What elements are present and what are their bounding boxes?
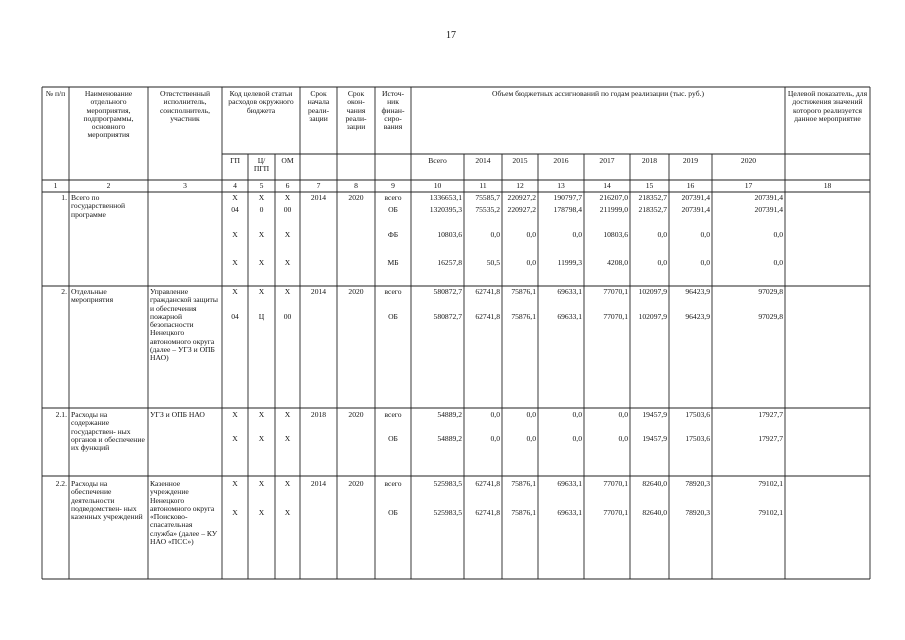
value-2019: 78920,3: [685, 479, 710, 488]
funding-source: всего: [384, 193, 402, 202]
value-2017: 211999,0: [599, 205, 628, 214]
row-end-year: 2020: [348, 479, 364, 488]
code-pgp: Х: [258, 479, 265, 488]
row-executor: Управление гражданской защиты и обеспечения пожарной безопасности Ненецкого автономного округа (далее – УГЗ и ОПБ НАО): [150, 287, 218, 363]
column-number-8: 8: [354, 181, 358, 190]
code-gp: Х: [232, 479, 238, 488]
funding-source: ФБ: [387, 230, 399, 239]
value-2018: 0,0: [657, 258, 667, 267]
value-2020: 97029,8: [758, 312, 783, 321]
code-gp: 04: [231, 312, 239, 321]
row-number: 1.: [61, 193, 67, 202]
value-2015: 0,0: [526, 230, 536, 239]
value-2016: 69633,1: [557, 287, 582, 296]
value-total: 10803,6: [437, 230, 462, 239]
value-2018: 19457,9: [642, 434, 667, 443]
code-om: 00: [283, 312, 292, 321]
header-code-gp: ГП: [230, 156, 240, 165]
code-om: Х: [284, 434, 291, 443]
value-2020: 207391,4: [754, 193, 783, 202]
row-name: Отдельные мероприятия: [71, 287, 114, 305]
funding-source: ОБ: [388, 434, 398, 443]
header-year-2019: 2019: [682, 156, 699, 165]
value-2020: 0,0: [773, 230, 783, 239]
row-name: Всего по государственной программе: [71, 193, 126, 219]
code-om: 00: [283, 205, 292, 214]
value-2020: 17927,7: [758, 410, 783, 419]
value-2017: 77070,1: [603, 479, 628, 488]
funding-source: всего: [384, 410, 402, 419]
value-2016: 190797,7: [553, 193, 582, 202]
value-2014: 62741,8: [475, 287, 500, 296]
value-2019: 17503,6: [685, 434, 710, 443]
value-2020: 79102,1: [758, 508, 783, 517]
value-2018: 218352,7: [638, 193, 667, 202]
value-total: 580872,7: [433, 312, 462, 321]
row-number: 2.: [61, 287, 67, 296]
header-code-om: ОМ: [281, 156, 294, 165]
code-om: Х: [284, 410, 291, 419]
code-gp: Х: [232, 258, 238, 267]
value-2015: 0,0: [526, 434, 536, 443]
code-gp: Х: [232, 434, 238, 443]
value-2018: 0,0: [657, 230, 667, 239]
code-gp: 04: [231, 205, 239, 214]
value-2016: 69633,1: [557, 508, 582, 517]
value-2019: 207391,4: [681, 205, 710, 214]
code-pgp: Х: [258, 434, 265, 443]
value-2020: 97029,8: [758, 287, 783, 296]
code-pgp: Х: [258, 508, 265, 517]
code-pgp: 0: [259, 205, 264, 214]
value-2017: 4208,0: [607, 258, 628, 267]
value-2019: 78920,3: [685, 508, 710, 517]
value-total: 54889,2: [437, 410, 462, 419]
header-total: Всего: [428, 156, 447, 165]
value-2014: 75585,7: [475, 193, 500, 202]
funding-source: ОБ: [388, 205, 398, 214]
code-om: Х: [284, 287, 291, 296]
header-source: Источ- ник финан- сиро- вания: [381, 89, 405, 132]
value-2015: 75876,1: [511, 312, 536, 321]
value-2019: 17503,6: [685, 410, 710, 419]
code-om: Х: [284, 479, 291, 488]
column-number-1: 1: [53, 181, 58, 190]
value-2014: 62741,8: [475, 479, 500, 488]
header-year-2014: 2014: [475, 156, 491, 165]
header-year-2018: 2018: [641, 156, 658, 165]
value-total: 16257,8: [437, 258, 462, 267]
code-gp: Х: [232, 193, 238, 202]
value-2014: 62741,8: [475, 312, 500, 321]
header-year-2016: 2016: [553, 156, 569, 165]
code-pgp: Х: [258, 287, 265, 296]
value-total: 1336653,1: [429, 193, 462, 202]
value-2015: 220927,2: [507, 193, 536, 202]
value-2019: 96423,9: [685, 287, 710, 296]
row-number: 2.2.: [55, 479, 67, 488]
row-end-year: 2020: [348, 193, 364, 202]
funding-source: ОБ: [388, 508, 398, 517]
value-2014: 62741,8: [475, 508, 500, 517]
code-pgp: Х: [258, 258, 265, 267]
row-number: 2.1.: [55, 410, 67, 419]
code-pgp: Х: [258, 230, 265, 239]
value-total: 54889,2: [437, 434, 462, 443]
funding-source: МБ: [387, 258, 399, 267]
header-end: Срок окон- чания реали- зации: [345, 89, 367, 132]
value-2020: 207391,4: [754, 205, 783, 214]
row-executor: УГЗ и ОПБ НАО: [150, 410, 205, 419]
funding-source: всего: [384, 479, 402, 488]
value-2016: 178798,4: [553, 205, 582, 214]
column-number-12: 12: [516, 181, 524, 190]
value-total: 525983,5: [433, 479, 462, 488]
row-name: Расходы на содержание государствен- ных органов и обеспечение их функций: [71, 410, 145, 453]
header-target: Целевой показатель, для достижения значений которого реализуется данное мероприятие: [787, 89, 868, 123]
row-start-year: 2018: [310, 410, 327, 419]
value-total: 525983,5: [433, 508, 462, 517]
value-2016: 69633,1: [557, 312, 582, 321]
column-number-16: 16: [686, 181, 695, 190]
column-number-13: 13: [557, 181, 565, 190]
page-number: 17: [446, 30, 456, 41]
row-executor: Казенное учреждение Ненецкого автономного округа «Поисково- спасательная служба» (далее – КУ НАО «ПСС»): [150, 479, 218, 547]
column-number-9: 9: [391, 181, 395, 190]
value-2015: 75876,1: [511, 479, 536, 488]
code-pgp: Х: [258, 193, 265, 202]
code-gp: Х: [232, 410, 238, 419]
value-2014: 75535,2: [475, 205, 500, 214]
value-2015: 0,0: [526, 410, 536, 419]
funding-source: ОБ: [388, 312, 398, 321]
value-2017: 0,0: [618, 434, 628, 443]
code-pgp: Х: [258, 410, 265, 419]
value-2016: 69633,1: [557, 479, 582, 488]
column-number-3: 3: [183, 181, 187, 190]
value-2017: 77070,1: [603, 287, 628, 296]
value-2014: 0,0: [490, 434, 500, 443]
value-2020: 17927,7: [758, 434, 783, 443]
header-year-2017: 2017: [599, 156, 615, 165]
column-number-10: 10: [433, 181, 442, 190]
row-end-year: 2020: [348, 287, 364, 296]
value-2014: 50,5: [486, 258, 500, 267]
value-2017: 77070,1: [603, 312, 628, 321]
value-2015: 220927,2: [507, 205, 536, 214]
header-volume: Объем бюджетных ассигнований по годам реализации (тыс. руб.): [492, 89, 704, 98]
value-total: 1320395,3: [429, 205, 462, 214]
value-2015: 75876,1: [511, 287, 536, 296]
value-2017: 77070,1: [603, 508, 628, 517]
value-2015: 0,0: [526, 258, 536, 267]
column-number-11: 11: [479, 181, 487, 190]
code-gp: Х: [232, 230, 238, 239]
value-2015: 75876,1: [511, 508, 536, 517]
value-2016: 0,0: [572, 434, 582, 443]
value-2017: 10803,6: [603, 230, 628, 239]
column-number-15: 15: [645, 181, 654, 190]
row-start-year: 2014: [310, 479, 327, 488]
value-2014: 0,0: [490, 230, 500, 239]
header-year-2015: 2015: [512, 156, 528, 165]
value-2017: 0,0: [618, 410, 628, 419]
code-om: Х: [284, 230, 291, 239]
column-number-7: 7: [316, 181, 321, 190]
header-budget-code: Код целевой статьи расходов окружного бюджета: [228, 89, 294, 115]
value-2019: 0,0: [700, 258, 710, 267]
code-gp: Х: [232, 287, 238, 296]
column-number-4: 4: [233, 181, 237, 190]
code-om: Х: [284, 193, 291, 202]
column-number-5: 5: [259, 181, 264, 190]
column-number-2: 2: [106, 181, 111, 190]
value-2018: 102097,9: [638, 287, 667, 296]
value-2016: 0,0: [572, 410, 582, 419]
header-year-2020: 2020: [740, 156, 757, 165]
header-num: № п/п: [45, 89, 66, 98]
header-name: Наименование отдельного мероприятия, подпрограммы, основного мероприятия: [83, 89, 134, 140]
value-2018: 82640,0: [642, 508, 667, 517]
row-start-year: 2014: [310, 193, 327, 202]
value-2018: 218352,7: [638, 205, 667, 214]
value-2018: 19457,9: [642, 410, 667, 419]
value-2020: 79102,1: [758, 479, 783, 488]
header-code-pgp: Ц/ ПГП: [253, 156, 270, 174]
row-start-year: 2014: [310, 287, 327, 296]
value-2019: 207391,4: [681, 193, 710, 202]
column-number-6: 6: [285, 181, 290, 190]
code-pgp: Ц: [258, 312, 265, 321]
value-2020: 0,0: [773, 258, 783, 267]
value-2019: 0,0: [700, 230, 710, 239]
header-executor: Отвстственный исполнитель, соисполнитель, участник: [159, 89, 211, 123]
value-2018: 82640,0: [642, 479, 667, 488]
value-2016: 0,0: [572, 230, 582, 239]
value-2017: 216207,0: [599, 193, 628, 202]
column-number-17: 17: [744, 181, 753, 190]
value-2016: 11999,3: [557, 258, 582, 267]
value-2014: 0,0: [490, 410, 500, 419]
value-2018: 102097,9: [638, 312, 667, 321]
value-2019: 96423,9: [685, 312, 710, 321]
value-total: 580872,7: [433, 287, 462, 296]
code-om: Х: [284, 258, 291, 267]
column-number-14: 14: [603, 181, 611, 190]
column-number-18: 18: [823, 181, 832, 190]
row-end-year: 2020: [348, 410, 364, 419]
row-name: Расходы на обеспечение деятельности подведомствен- ных казенных учреждений: [71, 479, 143, 522]
code-om: Х: [284, 508, 291, 517]
funding-source: всего: [384, 287, 402, 296]
code-gp: Х: [232, 508, 238, 517]
header-start: Срок начала реали- зации: [307, 89, 330, 123]
